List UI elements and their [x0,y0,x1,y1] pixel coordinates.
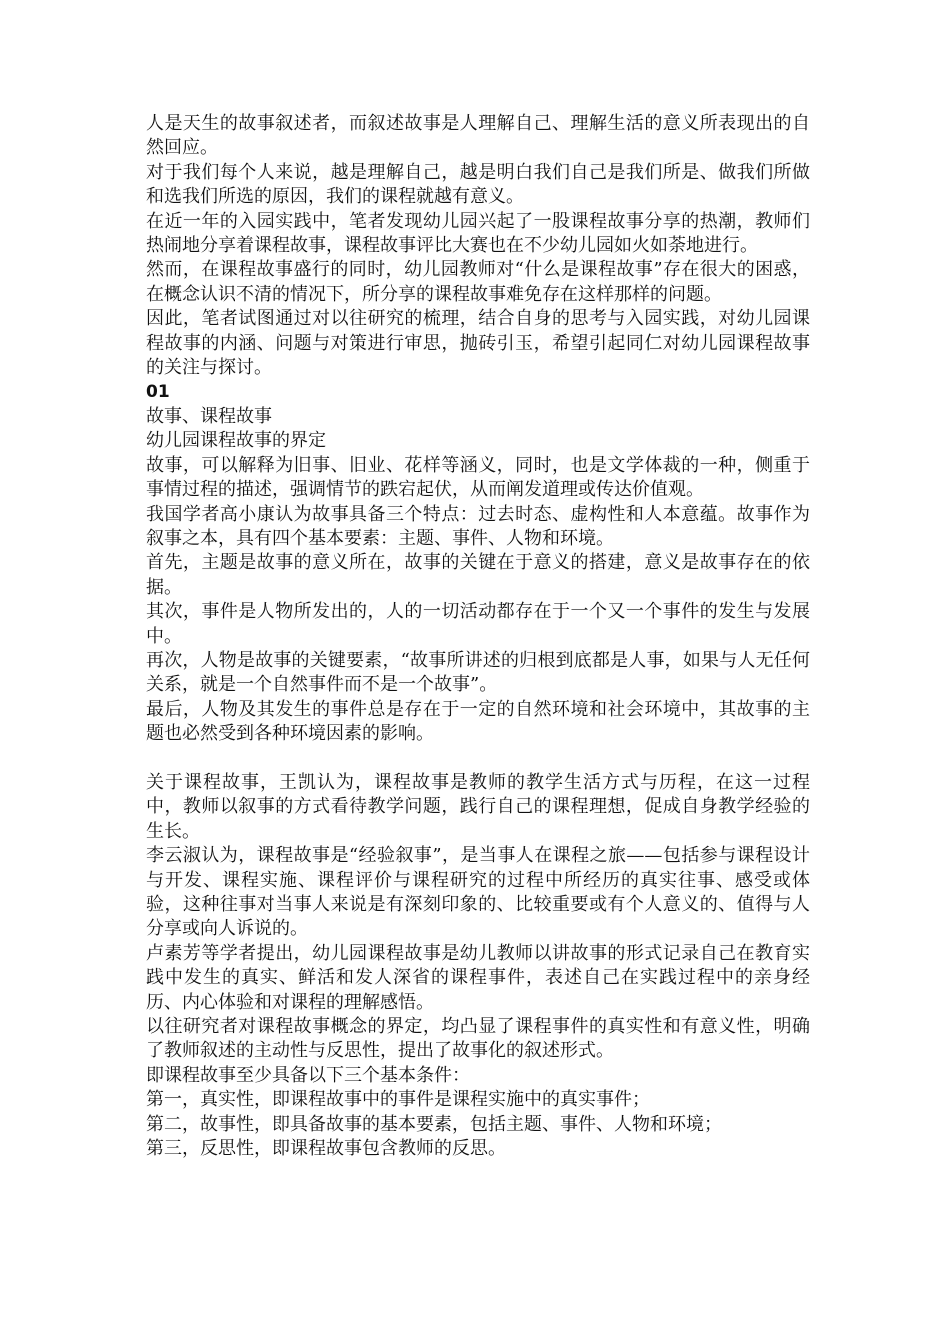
section-title: 故事、课程故事 [146,405,272,427]
paragraph-story-elements: 我国学者高小康认为故事具备三个特点：过去时态、虚构性和人本意蕴。故事作为叙事之本，具有四个基本要素：主题、事件、人物和环境。 [146,503,810,549]
paragraph-theme: 首先，主题是故事的意义所在，故事的关键在于意义的搭建，意义是故事存在的依据。 [146,552,810,598]
blank-line [146,747,810,771]
list-item-authenticity: 第一，真实性，即课程故事中的事件是课程实施中的真实事件； [146,1089,650,1111]
paragraph-environment: 最后，人物及其发生的事件总是存在于一定的自然环境和社会环境中，其故事的主题也必然受到各种环境因素的影响。 [146,698,810,745]
paragraph-story-definition: 故事，可以解释为旧事、旧业、花样等涵义，同时，也是文学体裁的一种，侧重于事情过程的描述，强调情节的跌宕起伏，从而阐发道理或传达价值观。 [146,454,810,501]
paragraph-purpose: 因此，笔者试图通过对以往研究的梳理，结合自身的思考与入园实践，对幼儿园课程故事的内涵、问题与对策进行审思，抛砖引玉，希望引起同仁对幼儿园课程故事的关注与探讨。 [146,308,810,379]
paragraph-confusion: 然而，在课程故事盛行的同时，幼儿园教师对“什么是课程故事”存在很大的困惑，在概念认识不清的情况下，所分享的课程故事难免存在这样那样的问题。 [146,259,810,305]
paragraph-conditions-intro: 即课程故事至少具备以下三个基本条件： [146,1064,470,1086]
paragraph-summary: 以往研究者对课程故事概念的界定，均凸显了课程事件的真实性和有意义性，明确了教师叙述的主动性与反思性，提出了故事化的叙述形式。 [146,1016,810,1062]
paragraph-wang-kai: 关于课程故事，王凯认为，课程故事是教师的教学生活方式与历程，在这一过程中，教师以叙事的方式看待教学问题，践行自己的课程理想，促成自身教学经验的生长。 [146,771,810,842]
section-number: 01 [146,382,170,403]
paragraph-event: 其次，事件是人物所发出的，人的一切活动都存在于一个又一个事件的发生与发展中。 [146,601,810,647]
paragraph-li-yunshu: 李云淑认为，课程故事是“经验叙事”，是当事人在课程之旅——包括参与课程设计与开发、课程实施、课程评价与课程研究的过程中所经历的真实往事、感受或体验，这种往事对当事人来说是有深刻印象的、比较重要或有个人意义的、值得与人分享或向人诉说的。 [146,845,810,940]
paragraph-practice: 在近一年的入园实践中，笔者发现幼儿园兴起了一股课程故事分享的热潮，教师们热闹地分享着课程故事，课程故事评比大赛也在不少幼儿园如火如荼地进行。 [146,210,810,257]
paragraph-character: 再次，人物是故事的关键要素，“故事所讲述的归根到底都是人事，如果与人无任何关系，就是一个自然事件而不是一个故事”。 [146,649,810,696]
list-item-reflection: 第三，反思性，即课程故事包含教师的反思。 [146,1138,506,1160]
document-body [146,112,810,1161]
paragraph-intro: 人是天生的故事叙述者，而叙述故事是人理解自己、理解生活的意义所表现出的自然回应。 [146,113,810,159]
paragraph-meaning: 对于我们每个人来说，越是理解自己，越是明白我们自己是我们所是、做我们所做和选我们所选的原因，我们的课程就越有意义。 [146,161,810,208]
paragraph-lu-sufang: 卢素芳等学者提出，幼儿园课程故事是幼儿教师以讲故事的形式记录自己在教育实践中发生的真实、鲜活和发人深省的课程事件，表述自己在实践过程中的亲身经历、内心体验和对课程的理解感悟。 [146,942,810,1013]
section-subtitle: 幼儿园课程故事的界定 [146,430,326,452]
list-item-storytelling: 第二，故事性，即具备故事的基本要素，包括主题、事件、人物和环境； [146,1113,722,1135]
